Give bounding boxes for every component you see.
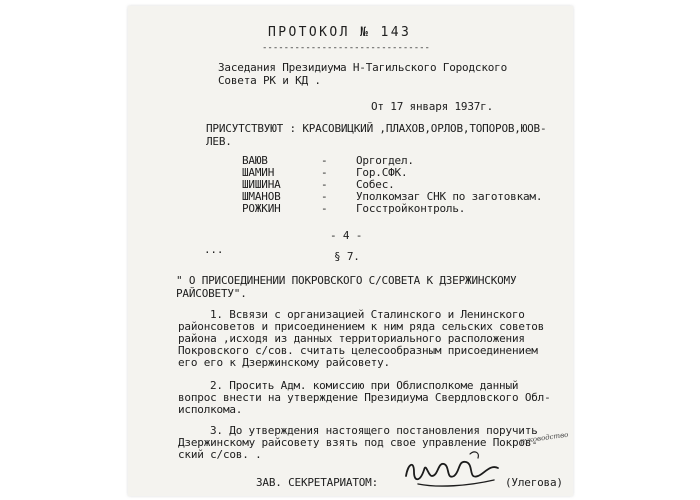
attendee-dash: -	[321, 166, 328, 179]
document-date: От 17 января 1937г.	[371, 100, 494, 113]
attendee-dash: -	[321, 202, 328, 215]
resolution-heading-line-1: " О ПРИСОЕДИНЕНИИ ПОКРОВСКОГО С/СОВЕТА К ДЗЕРЖИНСКОМУ	[176, 274, 517, 287]
present-line-2: ЛЕВ.	[206, 135, 232, 148]
attendee-dash: -	[321, 190, 328, 203]
paragraph-2-line: 2. Просить Адм. комиссию при Облисполкоме данный	[210, 379, 519, 392]
title-underline: -------------------------------	[262, 43, 430, 53]
signature-label: ЗАВ. СЕКРЕТАРИАТОМ:	[256, 476, 379, 489]
attendee-role: Оргогдел.	[356, 154, 414, 167]
paragraph-3-line: 3. До утверждения настоящего постановления поручить	[210, 424, 538, 437]
signature-name: (Улегова)	[505, 476, 563, 489]
paragraph-2-line: вопрос внести на утверждение Президиума Свердловского Обл-	[178, 391, 551, 404]
resolution-heading-line-2: РАЙСОВЕТУ".	[176, 287, 247, 300]
document-page	[128, 6, 573, 496]
paragraph-2-line: исполкома.	[178, 403, 243, 416]
attendee-role: Уполкомзаг СНК по заготовкам.	[356, 190, 543, 203]
present-line-1: ПРИСУТСТВУЮТ : КРАСОВИЦКИЙ ,ПЛАХОВ,ОРЛОВ,ТОПОРОВ,ЮОВ-	[206, 122, 547, 135]
ellipsis: ...	[204, 243, 224, 256]
paragraph-1-line: района ,исходя из данных территориального расположения	[178, 332, 525, 345]
attendee-role: Госстройконтроль.	[356, 202, 466, 215]
page-mark: - 4 -	[330, 229, 363, 242]
subtitle-line-1: Заседания Президиума Н-Тагильского Городского	[218, 61, 508, 74]
paragraph-1-line: 1. Всвязи с организацией Сталинского и Ленинского	[210, 308, 525, 321]
attendee-dash: -	[321, 154, 328, 167]
attendee-name: ШИШИНА	[242, 178, 281, 191]
handwritten-note: руководство	[519, 430, 569, 446]
attendee-name: РОЖКИН	[242, 202, 281, 215]
attendee-dash: -	[321, 178, 328, 191]
attendee-name: ВАЮВ	[242, 154, 268, 167]
paragraph-3-line: Дзержинскому райсовету взять под свое управление Покров-	[178, 436, 538, 449]
document-title: ПРОТОКОЛ № 143	[268, 25, 412, 40]
subtitle-line-2: Совета РК и КД .	[218, 74, 321, 87]
handwritten-signature	[398, 446, 508, 494]
paragraph-1-line: Покровского с/сов. считать целесообразным присоединением	[178, 344, 538, 357]
attendee-role: Гор.СФК.	[356, 166, 408, 179]
section-number: § 7.	[334, 250, 360, 263]
paragraph-1-line: его его к Дзержинскому райсовету.	[178, 356, 390, 369]
attendee-name: ШАМИН	[242, 166, 275, 179]
attendee-name: ШМАНОВ	[242, 190, 281, 203]
paragraph-1-line: районсоветов и присоединением к ним ряда сельских советов	[178, 320, 545, 333]
attendee-role: Собес.	[356, 178, 395, 191]
paragraph-3-line: ский с/сов. .	[178, 448, 262, 461]
